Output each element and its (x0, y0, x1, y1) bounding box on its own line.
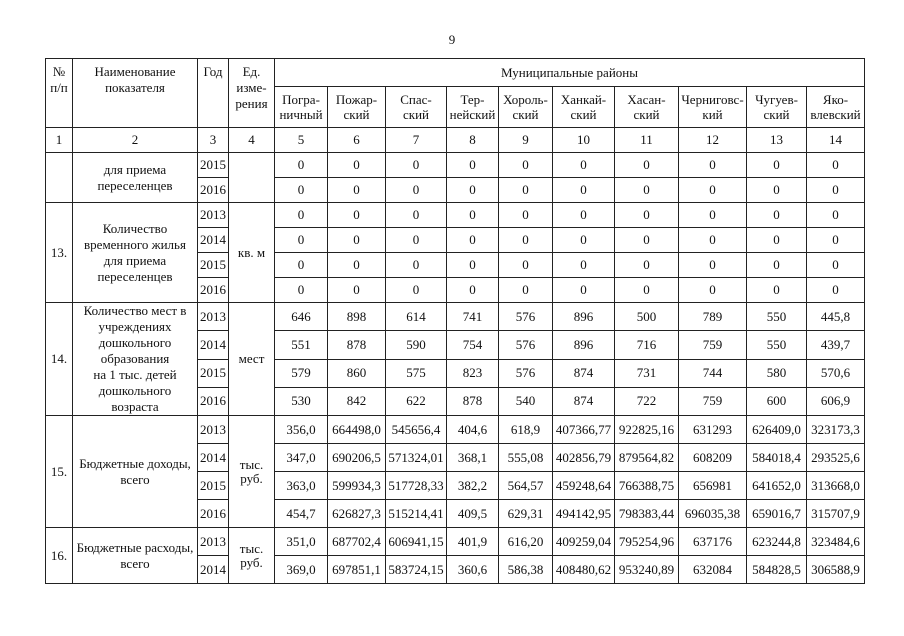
value-cell: 550 (747, 303, 807, 331)
year-cell: 2013 (198, 203, 229, 228)
value-cell: 646 (275, 303, 328, 331)
indicator-index: 16. (46, 528, 73, 584)
year-cell: 2015 (198, 153, 229, 178)
value-cell: 759 (679, 387, 747, 415)
value-cell: 0 (499, 253, 553, 278)
value-cell: 0 (386, 153, 447, 178)
value-cell: 922825,16 (615, 416, 679, 444)
value-cell: 0 (553, 178, 615, 203)
value-cell: 697851,1 (328, 556, 386, 584)
year-cell: 2015 (198, 253, 229, 278)
unit-cell (229, 153, 275, 203)
value-cell: 407366,77 (553, 416, 615, 444)
value-cell: 766388,75 (615, 472, 679, 500)
value-cell: 874 (553, 359, 615, 387)
value-cell: 347,0 (275, 444, 328, 472)
column-number-cell: 14 (807, 128, 865, 153)
value-cell: 0 (679, 178, 747, 203)
value-cell: 0 (679, 203, 747, 228)
value-cell: 798383,44 (615, 500, 679, 528)
column-number-cell: 3 (198, 128, 229, 153)
value-cell: 898 (328, 303, 386, 331)
column-number-cell: 2 (73, 128, 198, 153)
value-cell: 584828,5 (747, 556, 807, 584)
unit-cell: тыс. руб. (229, 528, 275, 584)
value-cell: 408480,62 (553, 556, 615, 584)
value-cell: 953240,89 (615, 556, 679, 584)
column-number-row (46, 128, 865, 153)
value-cell: 0 (553, 253, 615, 278)
value-cell: 656981 (679, 472, 747, 500)
value-cell: 0 (275, 153, 328, 178)
value-cell: 0 (615, 153, 679, 178)
value-cell: 0 (275, 278, 328, 303)
value-cell: 0 (679, 253, 747, 278)
year-cell: 2014 (198, 228, 229, 253)
value-cell: 795254,96 (615, 528, 679, 556)
year-cell: 2015 (198, 472, 229, 500)
value-cell: 0 (275, 178, 328, 203)
table-row (46, 303, 865, 331)
value-cell: 0 (679, 278, 747, 303)
value-cell: 0 (386, 228, 447, 253)
value-cell: 0 (615, 203, 679, 228)
value-cell: 0 (447, 253, 499, 278)
value-cell: 0 (615, 178, 679, 203)
indicator-index (46, 153, 73, 203)
value-cell: 579 (275, 359, 328, 387)
column-number-cell: 10 (553, 128, 615, 153)
value-cell: 550 (747, 331, 807, 359)
value-cell: 731 (615, 359, 679, 387)
col-header-name: Наименование показателя (73, 59, 198, 128)
year-cell: 2013 (198, 416, 229, 444)
value-cell: 696035,38 (679, 500, 747, 528)
value-cell: 584018,4 (747, 444, 807, 472)
indicator-index: 15. (46, 416, 73, 528)
table-row (46, 203, 865, 228)
value-cell: 608209 (679, 444, 747, 472)
value-cell: 439,7 (807, 331, 865, 359)
col-header-district: Яко- влевский (807, 87, 865, 128)
value-cell: 576 (499, 303, 553, 331)
value-cell: 382,2 (447, 472, 499, 500)
value-cell: 0 (679, 153, 747, 178)
value-cell: 659016,7 (747, 500, 807, 528)
value-cell: 575 (386, 359, 447, 387)
value-cell: 0 (499, 178, 553, 203)
value-cell: 551 (275, 331, 328, 359)
value-cell: 0 (275, 228, 328, 253)
year-cell: 2014 (198, 331, 229, 359)
value-cell: 0 (807, 153, 865, 178)
col-header-district: Спас- ский (386, 87, 447, 128)
value-cell: 0 (275, 203, 328, 228)
value-cell: 313668,0 (807, 472, 865, 500)
value-cell: 879564,82 (615, 444, 679, 472)
value-cell: 576 (499, 331, 553, 359)
value-cell: 583724,15 (386, 556, 447, 584)
value-cell: 789 (679, 303, 747, 331)
col-header-district: Черниговс- кий (679, 87, 747, 128)
indicator-name: Бюджетные расходы, всего (73, 528, 198, 584)
value-cell: 754 (447, 331, 499, 359)
value-cell: 637176 (679, 528, 747, 556)
col-header-district: Пожар- ский (328, 87, 386, 128)
value-cell: 641652,0 (747, 472, 807, 500)
indicator-name: Количество мест в учреждениях дошкольного образования на 1 тыс. детей дошкольного возраста (73, 303, 198, 416)
value-cell: 0 (499, 153, 553, 178)
value-cell: 0 (447, 228, 499, 253)
value-cell: 0 (807, 178, 865, 203)
col-header-unit: Ед. изме- рения (229, 59, 275, 128)
value-cell: 0 (615, 228, 679, 253)
value-cell: 600 (747, 387, 807, 415)
value-cell: 409,5 (447, 500, 499, 528)
value-cell: 0 (447, 278, 499, 303)
value-cell: 878 (447, 387, 499, 415)
value-cell: 860 (328, 359, 386, 387)
value-cell: 0 (747, 153, 807, 178)
value-cell: 315707,9 (807, 500, 865, 528)
value-cell: 716 (615, 331, 679, 359)
column-number-cell: 11 (615, 128, 679, 153)
value-cell: 626409,0 (747, 416, 807, 444)
column-number-cell: 13 (747, 128, 807, 153)
value-cell: 409259,04 (553, 528, 615, 556)
value-cell: 0 (615, 253, 679, 278)
unit-cell: тыс. руб. (229, 416, 275, 528)
value-cell: 0 (747, 278, 807, 303)
value-cell: 555,08 (499, 444, 553, 472)
value-cell: 590 (386, 331, 447, 359)
value-cell: 744 (679, 359, 747, 387)
value-cell: 0 (499, 203, 553, 228)
table-row (46, 153, 865, 178)
value-cell: 759 (679, 331, 747, 359)
value-cell: 614 (386, 303, 447, 331)
page-number: 9 (448, 32, 456, 47)
value-cell: 0 (679, 228, 747, 253)
indicator-name: Количество временного жилья для приема переселенцев (73, 203, 198, 303)
col-header-districts-group: Муниципальные районы (275, 59, 865, 87)
indicators-table (45, 58, 865, 584)
indicator-index: 13. (46, 203, 73, 303)
value-cell: 351,0 (275, 528, 328, 556)
value-cell: 622 (386, 387, 447, 415)
value-cell: 571324,01 (386, 444, 447, 472)
header-row (46, 59, 865, 87)
value-cell: 874 (553, 387, 615, 415)
value-cell: 690206,5 (328, 444, 386, 472)
value-cell: 842 (328, 387, 386, 415)
value-cell: 0 (447, 153, 499, 178)
value-cell: 0 (553, 228, 615, 253)
value-cell: 517728,33 (386, 472, 447, 500)
indicator-index: 14. (46, 303, 73, 416)
value-cell: 363,0 (275, 472, 328, 500)
value-cell: 0 (615, 278, 679, 303)
value-cell: 599934,3 (328, 472, 386, 500)
col-header-index: № п/п (46, 59, 73, 128)
value-cell: 0 (386, 278, 447, 303)
value-cell: 0 (328, 203, 386, 228)
value-cell: 0 (807, 228, 865, 253)
value-cell: 500 (615, 303, 679, 331)
value-cell: 570,6 (807, 359, 865, 387)
col-header-district: Хороль- ский (499, 87, 553, 128)
col-header-district: Хасан- ский (615, 87, 679, 128)
column-number-cell: 9 (499, 128, 553, 153)
value-cell: 0 (553, 153, 615, 178)
year-cell: 2013 (198, 303, 229, 331)
value-cell: 629,31 (499, 500, 553, 528)
column-number-cell: 6 (328, 128, 386, 153)
value-cell: 368,1 (447, 444, 499, 472)
col-header-district: Погра- ничный (275, 87, 328, 128)
value-cell: 0 (328, 278, 386, 303)
value-cell: 564,57 (499, 472, 553, 500)
value-cell: 360,6 (447, 556, 499, 584)
value-cell: 494142,95 (553, 500, 615, 528)
value-cell: 616,20 (499, 528, 553, 556)
value-cell: 606941,15 (386, 528, 447, 556)
year-cell: 2015 (198, 359, 229, 387)
value-cell: 0 (553, 278, 615, 303)
column-number-cell: 12 (679, 128, 747, 153)
year-cell: 2016 (198, 500, 229, 528)
value-cell: 0 (553, 203, 615, 228)
value-cell: 306588,9 (807, 556, 865, 584)
value-cell: 580 (747, 359, 807, 387)
value-cell: 323173,3 (807, 416, 865, 444)
value-cell: 0 (807, 203, 865, 228)
year-cell: 2014 (198, 444, 229, 472)
unit-cell: мест (229, 303, 275, 416)
value-cell: 741 (447, 303, 499, 331)
value-cell: 0 (499, 278, 553, 303)
column-number-cell: 7 (386, 128, 447, 153)
indicator-name: Бюджетные доходы, всего (73, 416, 198, 528)
value-cell: 0 (747, 203, 807, 228)
year-cell: 2016 (198, 278, 229, 303)
value-cell: 878 (328, 331, 386, 359)
column-number-cell: 5 (275, 128, 328, 153)
value-cell: 618,9 (499, 416, 553, 444)
value-cell: 323484,6 (807, 528, 865, 556)
value-cell: 823 (447, 359, 499, 387)
indicator-name: для приема переселенцев (73, 153, 198, 203)
value-cell: 0 (447, 203, 499, 228)
value-cell: 402856,79 (553, 444, 615, 472)
col-header-district: Чугуев- ский (747, 87, 807, 128)
value-cell: 632084 (679, 556, 747, 584)
value-cell: 0 (747, 228, 807, 253)
value-cell: 586,38 (499, 556, 553, 584)
value-cell: 0 (386, 203, 447, 228)
table-row (46, 416, 865, 444)
value-cell: 0 (328, 178, 386, 203)
value-cell: 687702,4 (328, 528, 386, 556)
column-number-cell: 4 (229, 128, 275, 153)
value-cell: 515214,41 (386, 500, 447, 528)
year-cell: 2014 (198, 556, 229, 584)
value-cell: 445,8 (807, 303, 865, 331)
unit-cell: кв. м (229, 203, 275, 303)
value-cell: 540 (499, 387, 553, 415)
column-number-cell: 8 (447, 128, 499, 153)
table-row (46, 528, 865, 556)
col-header-year: Год (198, 59, 229, 128)
value-cell: 0 (275, 253, 328, 278)
value-cell: 530 (275, 387, 328, 415)
value-cell: 722 (615, 387, 679, 415)
value-cell: 459248,64 (553, 472, 615, 500)
value-cell: 606,9 (807, 387, 865, 415)
value-cell: 0 (386, 178, 447, 203)
year-cell: 2013 (198, 528, 229, 556)
value-cell: 0 (499, 228, 553, 253)
value-cell: 664498,0 (328, 416, 386, 444)
value-cell: 0 (328, 153, 386, 178)
value-cell: 0 (328, 228, 386, 253)
value-cell: 545656,4 (386, 416, 447, 444)
value-cell: 401,9 (447, 528, 499, 556)
value-cell: 0 (386, 253, 447, 278)
value-cell: 623244,8 (747, 528, 807, 556)
value-cell: 896 (553, 303, 615, 331)
value-cell: 0 (807, 278, 865, 303)
value-cell: 369,0 (275, 556, 328, 584)
value-cell: 404,6 (447, 416, 499, 444)
value-cell: 293525,6 (807, 444, 865, 472)
value-cell: 0 (328, 253, 386, 278)
value-cell: 0 (807, 253, 865, 278)
value-cell: 576 (499, 359, 553, 387)
year-cell: 2016 (198, 178, 229, 203)
value-cell: 0 (747, 178, 807, 203)
col-header-district: Тер- нейский (447, 87, 499, 128)
value-cell: 0 (447, 178, 499, 203)
value-cell: 0 (747, 253, 807, 278)
value-cell: 631293 (679, 416, 747, 444)
column-number-cell: 1 (46, 128, 73, 153)
col-header-district: Ханкай- ский (553, 87, 615, 128)
value-cell: 454,7 (275, 500, 328, 528)
value-cell: 626827,3 (328, 500, 386, 528)
value-cell: 356,0 (275, 416, 328, 444)
value-cell: 896 (553, 331, 615, 359)
year-cell: 2016 (198, 387, 229, 415)
